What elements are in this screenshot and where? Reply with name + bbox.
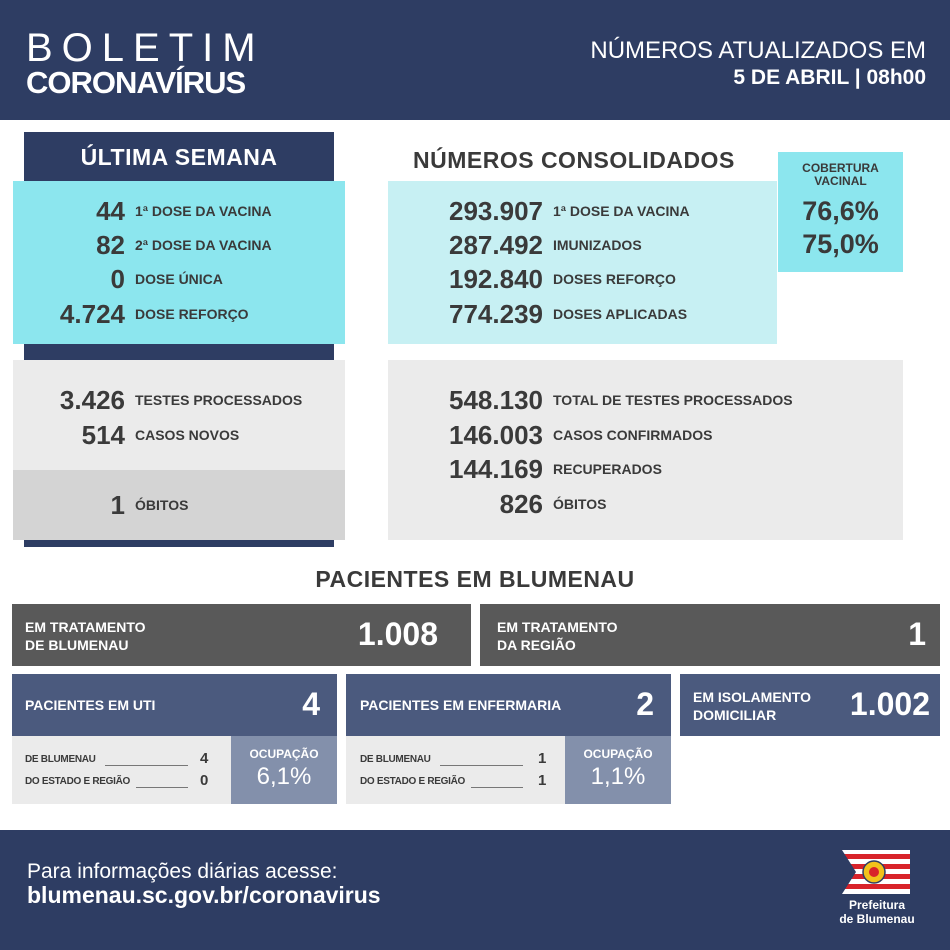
tratamento-blumenau-label [25,618,146,654]
semana-vaccine-value: 44 [96,195,125,226]
semana-deaths-value: 1 [110,489,125,520]
consolidados-title: NÚMEROS CONSOLIDADOS [413,147,735,173]
cons-vaccine-row-4 [400,297,687,331]
tratamento-regiao-label-line1: EM TRATAMENTO [497,619,618,635]
isolamento-value: 1.002 [849,686,930,722]
tratamento-blumenau-label-line2: DE BLUMENAU [25,637,129,653]
enfermaria-row-1-value: 1 [538,750,547,767]
cons-vaccine-value: 287.492 [449,229,543,260]
tratamento-regiao-value: 1 [908,616,926,652]
enfermaria-row-2-dots [471,787,523,788]
enfermaria-value: 2 [636,686,654,722]
semana-vaccine-row-3 [20,262,223,296]
semana-vaccine-row-4 [20,297,249,331]
cons-vaccine-label: DOSES REFORÇO [553,271,676,287]
cons-vaccine-label: DOSES APLICADAS [553,306,688,322]
header-title-boletim: BOLETIM [26,26,265,70]
tratamento-regiao-label [497,618,618,654]
pacientes-title: PACIENTES EM BLUMENAU [315,566,635,592]
tratamento-blumenau-label-line1: EM TRATAMENTO [25,619,146,635]
enfermaria-label: PACIENTES EM ENFERMARIA [360,697,562,713]
cons-tests-value: 548.130 [449,384,543,415]
uti-label: PACIENTES EM UTI [25,697,156,713]
coverage-values [778,195,903,261]
cons-vaccine-value: 293.907 [449,195,543,226]
coverage-title-line1: COBERTURA [802,161,879,175]
header-title-coronavirus: CORONAVÍRUS [26,65,246,100]
semana-vaccine-label: 1ª DOSE DA VACINA [135,203,272,219]
coverage-value-1: 76,6% [802,196,879,226]
ultima-semana-title: ÚLTIMA SEMANA [80,144,278,170]
semana-deaths-label: ÓBITOS [135,497,189,513]
semana-tests-value: 3.426 [59,384,125,415]
semana-vaccine-label: 2ª DOSE DA VACINA [135,237,272,253]
cons-tests-label: TOTAL DE TESTES PROCESSADOS [553,392,793,408]
semana-tests-value: 514 [81,419,125,450]
enfermaria-row-2-label: DO ESTADO E REGIÃO [360,776,465,787]
updated-date: 5 DE ABRIL | 08h00 [733,66,926,89]
cons-tests-value: 146.003 [449,419,543,450]
coverage-title [778,162,903,188]
cons-vaccine-value: 192.840 [449,263,543,294]
cons-vaccine-row-1 [400,194,690,228]
semana-tests-label: CASOS NOVOS [135,427,240,443]
tratamento-blumenau-value: 1.008 [357,616,438,652]
footer-logo-line2: de Blumenau [839,912,915,926]
uti-value: 4 [302,686,320,722]
cons-tests-row-2 [400,418,712,452]
semana-tests-label: TESTES PROCESSADOS [135,392,303,408]
uti-row-1-label: DE BLUMENAU [25,754,96,765]
cons-tests-value: 144.169 [449,453,543,484]
footer-url[interactable]: blumenau.sc.gov.br/coronavirus [27,882,381,908]
enfermaria-ocupacao-label: OCUPAÇÃO [583,747,653,761]
enfermaria-details-box [346,736,565,804]
enfermaria-row-1-label: DE BLUMENAU [360,754,431,765]
cons-tests-row-1 [400,383,793,417]
footer-logo-text [822,898,932,926]
semana-vaccine-value: 4.724 [59,298,125,329]
isolamento-label-line2: DOMICILIAR [693,707,777,723]
semana-vaccine-label: DOSE ÚNICA [135,271,223,287]
semana-tests-row-2 [20,418,239,452]
footer-logo-line1: Prefeitura [848,898,906,912]
cons-vaccine-row-2 [400,228,642,262]
flag-logo-icon [842,850,910,894]
uti-ocupacao-label: OCUPAÇÃO [249,747,319,761]
cons-tests-row-3 [400,452,662,486]
footer-info-line1: Para informações diárias acesse: [27,860,338,883]
cons-vaccine-row-3 [400,262,676,296]
uti-details-box [12,736,231,804]
semana-vaccine-row-2 [20,228,272,262]
uti-row-1-dots [105,765,188,766]
uti-row-1-value: 4 [200,750,209,767]
cons-tests-label: CASOS CONFIRMADOS [553,427,713,443]
isolamento-label-line1: EM ISOLAMENTO [693,689,811,705]
semana-deaths-row [20,488,188,522]
cons-tests-label: ÓBITOS [553,496,607,512]
isolamento-label [693,688,811,724]
updated-label: NÚMEROS ATUALIZADOS EM [590,37,926,64]
semana-vaccine-value: 0 [110,263,125,294]
tratamento-regiao-label-line2: DA REGIÃO [497,637,576,653]
semana-vaccine-row-1 [20,194,272,228]
enfermaria-row-1-dots [440,765,523,766]
cons-tests-row-4 [400,487,606,521]
uti-row-2-value: 0 [200,772,209,789]
uti-row-2-dots [136,787,188,788]
uti-ocupacao-value: 6,1% [256,763,312,790]
semana-vaccine-label: DOSE REFORÇO [135,306,249,322]
semana-tests-row-1 [20,383,302,417]
enfermaria-row-2-value: 1 [538,772,547,789]
enfermaria-ocupacao-value: 1,1% [590,763,646,790]
cons-vaccine-label: 1ª DOSE DA VACINA [553,203,690,219]
semana-vaccine-value: 82 [96,229,125,260]
cons-vaccine-value: 774.239 [449,298,543,329]
cons-tests-value: 826 [499,488,543,519]
cons-vaccine-label: IMUNIZADOS [553,237,642,253]
cons-tests-label: RECUPERADOS [553,461,662,477]
coverage-title-line2: VACINAL [814,174,867,188]
coverage-value-2: 75,0% [802,229,879,259]
uti-row-2-label: DO ESTADO E REGIÃO [25,776,130,787]
